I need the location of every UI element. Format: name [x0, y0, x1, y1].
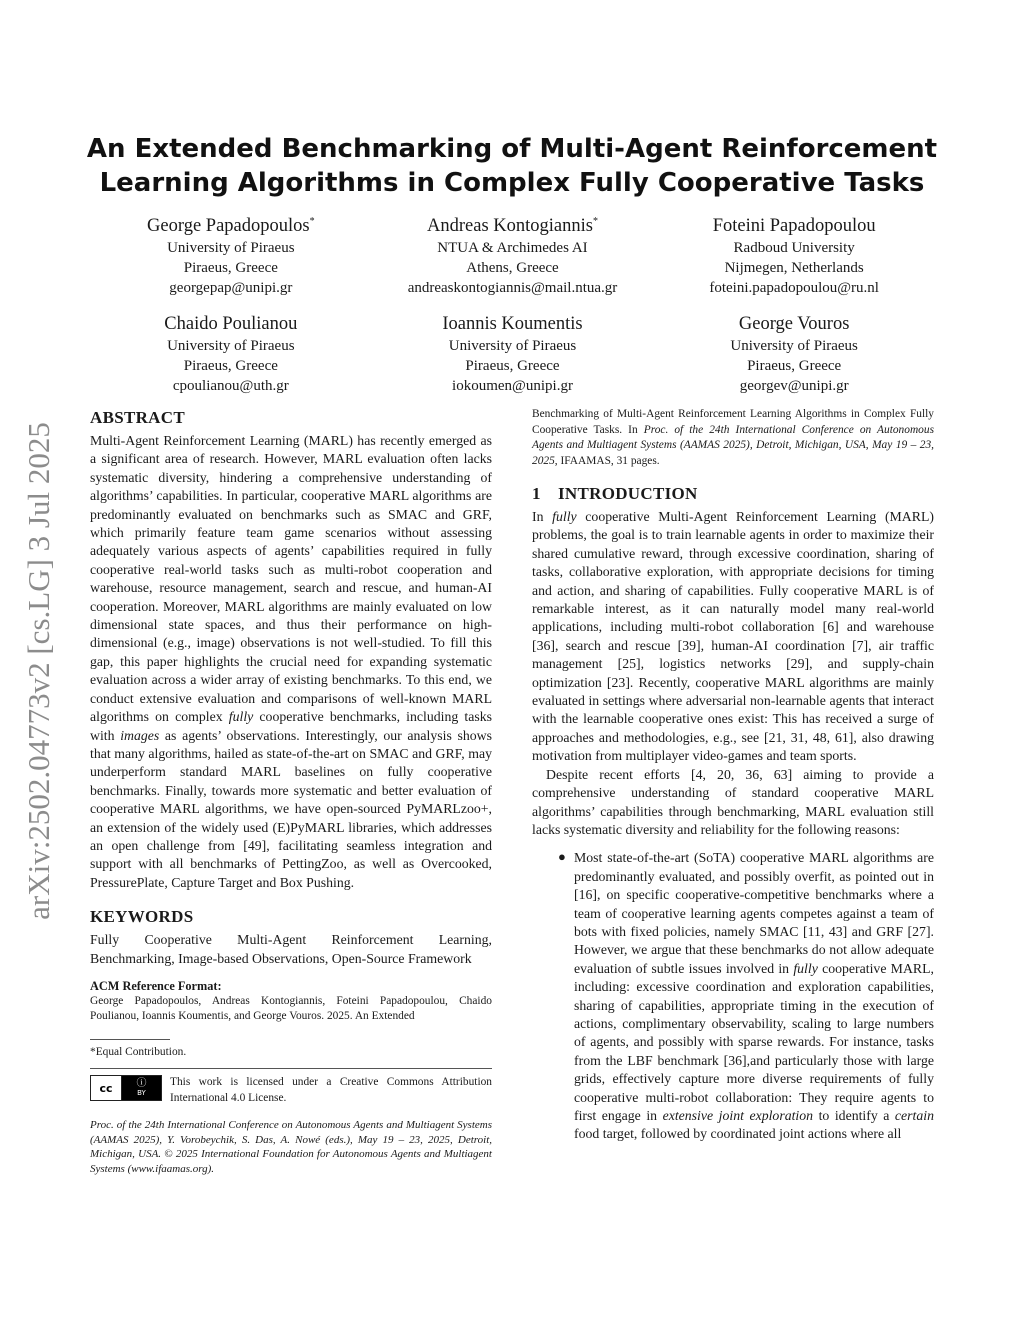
keywords-text: Fully Cooperative Multi-Agent Reinforcement Learning, Benchmarking, Image-based Observations, Open-Source Framework — [90, 932, 492, 966]
author-row-1 — [90, 214, 935, 298]
acm-reference-heading: ACM Reference Format: — [90, 978, 222, 993]
author-email[interactable]: georgepap@unipi.gr — [169, 280, 293, 296]
author-affiliation: University of Piraeus — [167, 338, 295, 354]
license-block — [90, 1075, 492, 1106]
proceedings-note: Proc. of the 24th International Conference on Autonomous Agents and Multiagent Systems (AAMAS 2025), Y. Vorobeychik, S. Das, A. Nowé (eds.), May 19 – 23, 2025, Detroit, Michigan, USA. © 2025 International Foundation for Autonomous Agents and Multiagent Systems (www.ifaamas.org). — [90, 1119, 492, 1175]
author-name: Ioannis Koumentis — [442, 314, 583, 334]
title-line-1: An Extended Benchmarking of Multi-Agent Reinforcement — [86, 134, 938, 164]
author-affiliation: University of Piraeus — [730, 338, 858, 354]
footnote: *Equal Contribution. — [90, 1045, 187, 1058]
author-block — [90, 312, 372, 396]
abstract-text: Multi-Agent Reinforcement Learning (MARL) has recently emerged as a significant area of research. However, MARL evaluation often lacks systematic diversity, hindering a comprehensive understanding of algorithms’ capabilities. In particular, cooperative MARL algorithms are predominantly evaluated on benchmarks such as SMAC and GRF, which primarily feature team game scenarios without assessing adequately various aspects of agents’ capabilities required in fully cooperative real-world tasks such as multi-robot cooperation and warehouse, resource management, search and rescue, and human-AI cooperation. Moreover, MARL algorithms are mainly evaluated on low dimensional state spaces, and thus their performance on high-dimensional (e.g., image) observations is not well-studied. To fill this gap, this paper highlights the crucial need for expanding systematic evaluation across a wider array of existing benchmarks. To this end, we conduct extensive evaluation and comparisons of well-known MARL algorithms on complex fully cooperative benchmarks, including tasks with images as agents’ observations. Interestingly, our analysis shows that many algorithms, hailed as state-of-the-art on SMAC and GRF, may underperform standard MARL baselines on fully cooperative benchmarks. Finally, towards more systematic and better evaluation of cooperative MARL algorithms, we have open-sourced PyMARLzoo+, an extension of the widely used (E)PyMARL libraries, which addresses an open challenge from [49], facilitating seamless integration and support with all benchmarks of PettingZoo, as well as Overcooked, PressurePlate, Capture Target and Box Pushing. — [90, 433, 493, 890]
attribution-icon: ⓘ — [136, 1078, 147, 1090]
author-affiliation: University of Piraeus — [167, 240, 295, 256]
section-title: INTRODUCTION — [558, 484, 698, 503]
keywords-heading: KEYWORDS — [90, 907, 194, 927]
creative-commons-badge-icon[interactable] — [90, 1075, 162, 1101]
intro-paragraph-1: In fully cooperative Multi-Agent Reinforcement Learning (MARL) problems, the goal is to train learnable agents in order to maximize their shared cumulative reward, through excessive coordination, sharing of tasks, collaborative exploration, with appropriate decisions for timing and action, and sharing of capabilities. Fully cooperative MARL is of remarkable interest, as it can naturally model many real-world applications, including multi-robot collaboration [6] and warehouse [36], search and rescue [39], human-AI coordination [7], air traffic management [25], logistics networks [29], and supply-chain optimization [23]. Recently, cooperative MARL algorithms are mainly evaluated in settings where adversarial non-learnable agents that interact with the learnable cooperative ones exist: This has received a surge of approaches and methodologies, e.g., see [21, 31, 48, 61], also drawing motivation from multiplayer video-games and team sports. — [532, 509, 934, 764]
intro-paragraph-2: Despite recent efforts [4, 20, 36, 63] aiming to provide a comprehensive understanding of standard cooperative MARL algorithms’ capabilities through benchmarking, MARL evaluation still lacks systematic diversity and reliability for the following reasons: — [532, 766, 934, 837]
author-location: Piraeus, Greece — [465, 358, 560, 374]
author-location: Piraeus, Greece — [747, 358, 842, 374]
author-name: Chaido Poulianou — [164, 314, 298, 334]
cc-icon: cc — [91, 1076, 122, 1100]
author-block — [90, 214, 372, 298]
author-name: George Papadopoulos — [147, 216, 310, 236]
author-block — [653, 312, 935, 396]
arxiv-watermark — [14, 396, 64, 946]
author-name: Foteini Papadopoulou — [712, 216, 876, 236]
acm-reference-continued: Benchmarking of Multi-Agent Reinforcement Learning Algorithms in Complex Fully Cooperative Tasks. In Proc. of the 24th International Conference on Autonomous Agents and Multiagent Systems (AAMAS 2025), Detroit, Michigan, USA, May 19 – 23, 2025, IFAAMAS, 31 pages. — [532, 408, 935, 467]
footnote-rule — [90, 1039, 170, 1040]
author-location: Piraeus, Greece — [183, 260, 278, 276]
author-email[interactable]: foteini.papadopoulou@ru.nl — [709, 280, 879, 296]
section-number: 1 — [532, 484, 541, 503]
left-column — [90, 407, 492, 1176]
right-column — [532, 407, 934, 1144]
author-location: Piraeus, Greece — [183, 358, 278, 374]
author-affiliation: University of Piraeus — [448, 338, 577, 354]
author-name: Andreas Kontogiannis — [427, 216, 593, 236]
equal-contribution-mark: * — [592, 215, 598, 227]
arxiv-id: arXiv:2502.04773v2 [cs.LG] 3 Jul 2025 — [21, 422, 56, 920]
bullet-text: Most state-of-the-art (SoTA) cooperative MARL algorithms are predominantly evaluated, and possibly overfit, as pointed out in [16], on specific cooperative-competitive benchmarks where a team of cooperative learning agents competes against a team of bots with fixed policies, namely SMAC [11, 43] and GRF [27]. However, we argue that these benchmarks do not allow adequate evaluation of subtle issues involved in fully cooperative MARL, including: excessive coordination and exploration capabilities, sharing of capabilities, appropriate timing in the execution of actions, complimentary observability, scaling to large numbers of agents, and possibly with sparse rewards. For instance, tasks from the LBF benchmark [36],and particularly those with large grids, effectively capture more diverse requirements of fully cooperative multi-robot collaboration: They require agents to first engage in extensive joint exploration to identify a certain food target, followed by coordinated joint actions where all — [574, 850, 935, 1142]
author-name: George Vouros — [738, 314, 850, 334]
introduction-heading — [532, 483, 934, 505]
abstract-heading: ABSTRACT — [90, 408, 185, 427]
bullet-icon: ● — [558, 849, 566, 865]
author-block — [653, 214, 935, 298]
author-affiliation: Radboud University — [733, 240, 855, 256]
by-label: BY — [137, 1089, 146, 1098]
author-row-2 — [90, 312, 935, 396]
author-email[interactable]: iokoumen@unipi.gr — [452, 378, 573, 394]
equal-contribution-mark: * — [309, 215, 315, 227]
author-affiliation: NTUA & Archimedes AI — [437, 240, 588, 256]
title-line-2: Learning Algorithms in Complex Fully Cooperative Tasks — [99, 168, 925, 198]
author-block — [372, 312, 654, 396]
bullet-item — [532, 849, 934, 1144]
author-email[interactable]: andreaskontogiannis@mail.ntua.gr — [407, 280, 618, 296]
author-location: Athens, Greece — [466, 260, 559, 276]
acm-reference-text: George Papadopoulos, Andreas Kontogiannis, Foteini Papadopoulou, Chaido Poulianou, Ioannis Koumentis, and George Vouros. 2025. An Extended — [90, 994, 492, 1023]
paper-title — [0, 132, 1024, 200]
author-location: Nijmegen, Netherlands — [724, 260, 864, 276]
license-text: This work is licensed under a Creative Commons Attribution International 4.0 License. — [170, 1076, 492, 1104]
license-rule — [90, 1068, 492, 1069]
author-email[interactable]: georgev@unipi.gr — [739, 378, 849, 394]
author-email[interactable]: cpoulianou@uth.gr — [172, 378, 289, 394]
author-block — [372, 214, 654, 298]
